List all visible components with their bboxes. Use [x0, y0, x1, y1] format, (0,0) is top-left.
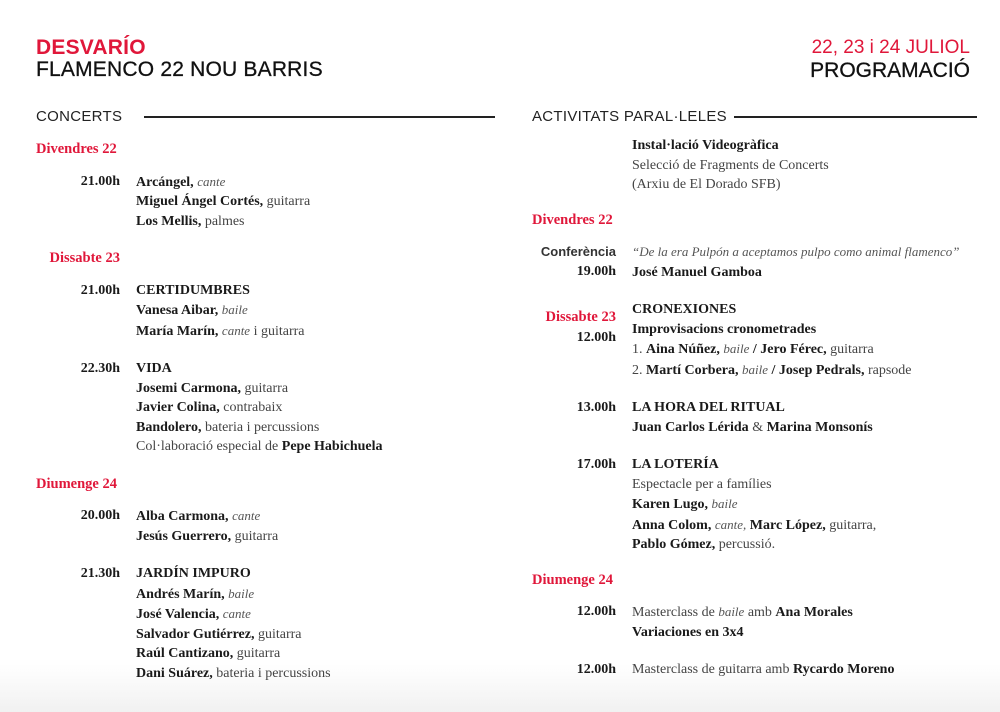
role-text: baile	[718, 604, 745, 619]
entry-line	[632, 156, 829, 176]
activity-entry	[496, 300, 1000, 380]
concerts-schedule	[0, 140, 500, 683]
detail-text: i guitarra	[250, 323, 305, 339]
concert-entry	[0, 359, 500, 457]
detail-text: rapsode	[867, 362, 912, 378]
role-text: cante	[197, 173, 226, 189]
detail-text: Espectacle per a famílies	[632, 476, 772, 492]
performer-name: Rycardo Moreno	[792, 662, 895, 677]
performer-name: Improvisacions cronometrades	[632, 321, 817, 337]
performer-name: Javier Colina,	[136, 400, 224, 415]
performer-name: Pepe Habichuela	[281, 439, 383, 454]
entry-line	[632, 136, 829, 156]
entry-line	[136, 192, 310, 212]
detail-text: Masterclass de guitarra amb	[632, 662, 793, 677]
time-column	[496, 660, 616, 680]
event-time: 17.00h	[576, 457, 616, 472]
event-details	[136, 564, 331, 683]
event-details	[632, 300, 912, 380]
detail-text: guitarra	[830, 342, 874, 357]
concert-entry	[0, 281, 500, 342]
section-title-activities: ACTIVITATS PARAL·LELES	[532, 108, 727, 125]
time-spacer	[496, 136, 616, 195]
performer-name: Pablo Gómez,	[632, 537, 719, 552]
entry-line	[632, 515, 876, 536]
event-details	[136, 172, 310, 232]
day-heading: Divendres 22	[36, 141, 117, 157]
activity-entry	[496, 455, 1000, 555]
event-details	[632, 242, 960, 282]
detail-text: guitarra	[234, 528, 279, 544]
entry-line	[136, 359, 383, 379]
detail-text: (Arxiu de El Dorado SFB)	[632, 177, 781, 192]
performer-name: Ana Morales	[775, 605, 853, 620]
performer-name: CRONEXIONES	[632, 302, 737, 317]
event-details	[136, 506, 278, 546]
performer-name: Los Mellis,	[136, 213, 205, 229]
time-column	[496, 602, 616, 642]
detail-text: guitarra	[244, 380, 289, 396]
event-details	[136, 281, 305, 342]
detail-text: guitarra,	[829, 517, 877, 533]
festival-subtitle: FLAMENCO 22 NOU BARRIS	[36, 58, 323, 81]
entry-line	[136, 584, 331, 605]
time-column	[496, 398, 616, 437]
event-time: 12.00h	[576, 604, 616, 619]
entry-line	[632, 360, 912, 381]
entry-line	[632, 300, 912, 320]
entry-line	[632, 475, 876, 495]
entry-line	[632, 623, 853, 643]
activities-schedule	[496, 136, 1000, 680]
entry-line	[136, 212, 310, 232]
event-time: 19.00h	[576, 263, 616, 279]
detail-text: guitarra	[236, 646, 281, 661]
entry-line	[136, 644, 331, 664]
detail-text: bateria i percussions	[216, 665, 331, 681]
role-text: cante	[221, 322, 251, 338]
time-column	[496, 455, 616, 555]
performer-name: CERTIDUMBRES	[136, 282, 250, 298]
entry-line	[136, 398, 383, 418]
performer-name: Vanesa Aibar,	[136, 303, 222, 318]
event-details	[632, 602, 853, 642]
page-title: PROGRAMACIÓ	[810, 59, 970, 82]
event-details	[632, 398, 873, 437]
concert-entry	[0, 172, 500, 232]
role-text: cante	[222, 606, 251, 621]
festival-header	[36, 37, 323, 81]
performer-name: José Valencia,	[136, 607, 223, 622]
entry-line	[136, 437, 383, 457]
entry-line	[136, 172, 310, 193]
event-time: 12.00h	[576, 662, 616, 677]
performer-name: VIDA	[136, 361, 172, 376]
event-time: 20.00h	[80, 508, 120, 523]
detail-text: percussió.	[718, 537, 776, 552]
entry-line	[136, 281, 305, 301]
section-divider-activities	[734, 116, 977, 118]
entry-line	[632, 175, 829, 195]
performer-name: LA HORA DEL RITUAL	[632, 400, 785, 415]
performer-name: Josemi Carmona,	[136, 380, 245, 396]
performer-name: Marina Monsonís	[763, 419, 873, 435]
entry-line	[632, 494, 876, 515]
entry-line	[136, 506, 278, 527]
day-heading: Diumenge 24	[36, 475, 117, 492]
event-details	[632, 455, 876, 555]
role-text: baile	[711, 496, 738, 511]
entry-line	[632, 602, 853, 623]
performer-name: Raúl Cantizano,	[136, 646, 237, 661]
role-text: baile	[742, 361, 769, 377]
entry-line	[632, 418, 873, 438]
detail-text: &	[752, 419, 764, 435]
installation-details	[632, 136, 829, 195]
performer-name: Alba Carmona,	[136, 509, 233, 524]
concert-entry	[0, 564, 500, 683]
event-type-label: Conferència	[540, 244, 616, 259]
entry-line	[136, 379, 383, 399]
activity-entry	[496, 660, 1000, 680]
activity-entry	[496, 602, 1000, 642]
day-heading: Dissabte 23	[545, 309, 616, 325]
detail-text: palmes	[204, 213, 245, 229]
performer-name: JARDÍN IMPURO	[136, 566, 251, 581]
time-column	[496, 300, 616, 380]
performer-name: Miguel Ángel Cortés,	[136, 194, 267, 209]
event-time: 21.30h	[80, 566, 120, 581]
entry-line	[632, 660, 894, 680]
entry-line	[632, 263, 960, 283]
performer-name: Juan Carlos Lérida	[632, 419, 753, 435]
event-time: 21.00h	[80, 173, 120, 189]
role-text: baile	[228, 585, 255, 601]
detail-text: 2.	[632, 362, 646, 378]
role-text: baile	[723, 341, 750, 356]
entry-line	[136, 664, 331, 684]
detail-text: bateria i percussions	[204, 419, 320, 435]
event-time: 12.00h	[576, 329, 616, 345]
detail-text: guitarra	[266, 194, 311, 209]
section-title-concerts: CONCERTS	[36, 108, 123, 125]
event-details	[632, 660, 894, 680]
entry-line	[136, 564, 331, 584]
performer-name: Karen Lugo,	[632, 497, 712, 512]
festival-dates: 22, 23 i 24 JULIOL	[811, 37, 970, 58]
performer-name: Instal·lació Videogràfica	[632, 138, 779, 153]
performer-name: Bandolero,	[136, 419, 205, 435]
performer-name: Andrés Marín,	[136, 586, 229, 602]
performer-name: / Jero Férec,	[749, 342, 831, 357]
detail-text: amb	[744, 605, 776, 620]
performer-name: Arcángel,	[136, 174, 198, 190]
performer-name: / Josep Pedrals,	[768, 362, 868, 378]
section-divider-concerts	[144, 116, 495, 118]
entry-line	[632, 242, 960, 263]
dates-header	[810, 37, 970, 83]
entry-line	[136, 527, 278, 547]
performer-name: Salvador Gutiérrez,	[136, 626, 258, 642]
role-text: cante,	[714, 516, 747, 532]
day-heading: Diumenge 24	[532, 571, 613, 588]
brand-title: DESVARÍO	[36, 36, 146, 59]
activity-entry	[496, 242, 1000, 282]
performer-name: Dani Suárez,	[136, 665, 217, 681]
detail-text: contrabaix	[223, 400, 283, 415]
entry-line	[632, 339, 912, 360]
entry-line	[136, 300, 305, 321]
performer-name: Variaciones en 3x4	[632, 624, 744, 640]
performer-name: Aina Núñez,	[646, 342, 724, 357]
performer-name: Jesús Guerrero,	[136, 528, 235, 544]
event-details	[136, 359, 383, 457]
detail-text: Selecció de Fragments de Concerts	[632, 157, 829, 173]
entry-line	[136, 321, 305, 342]
event-time: 21.00h	[80, 282, 120, 298]
entry-line	[632, 455, 876, 475]
performer-name: José Manuel Gamboa	[632, 264, 762, 280]
event-time: 13.00h	[576, 400, 616, 415]
installation-entry	[496, 136, 1000, 195]
entry-line	[632, 535, 876, 555]
performer-name: Marc López,	[746, 517, 830, 533]
day-heading: Divendres 22	[532, 211, 613, 228]
activity-entry	[496, 398, 1000, 437]
entry-line	[632, 398, 873, 418]
role-text: cante	[232, 508, 261, 523]
role-text: baile	[221, 302, 248, 317]
entry-line	[136, 625, 331, 645]
performer-name: María Marín,	[136, 323, 222, 339]
event-time: 22.30h	[80, 361, 120, 376]
detail-text: 1.	[632, 342, 646, 357]
role-text: “De la era Pulpón a aceptamos pulpo como animal flamenco”	[632, 244, 960, 259]
performer-name: Anna Colom,	[632, 517, 715, 533]
day-heading: Dissabte 23	[49, 250, 120, 266]
entry-line	[632, 320, 912, 340]
detail-text: guitarra	[257, 626, 302, 642]
detail-text: Col·laboració especial de	[136, 439, 282, 454]
entry-line	[136, 418, 383, 438]
time-column	[496, 242, 616, 282]
performer-name: Martí Corbera,	[646, 362, 743, 378]
concert-entry	[0, 506, 500, 546]
performer-name: LA LOTERÍA	[632, 457, 719, 472]
detail-text: Masterclass de	[632, 605, 719, 620]
entry-line	[136, 604, 331, 625]
